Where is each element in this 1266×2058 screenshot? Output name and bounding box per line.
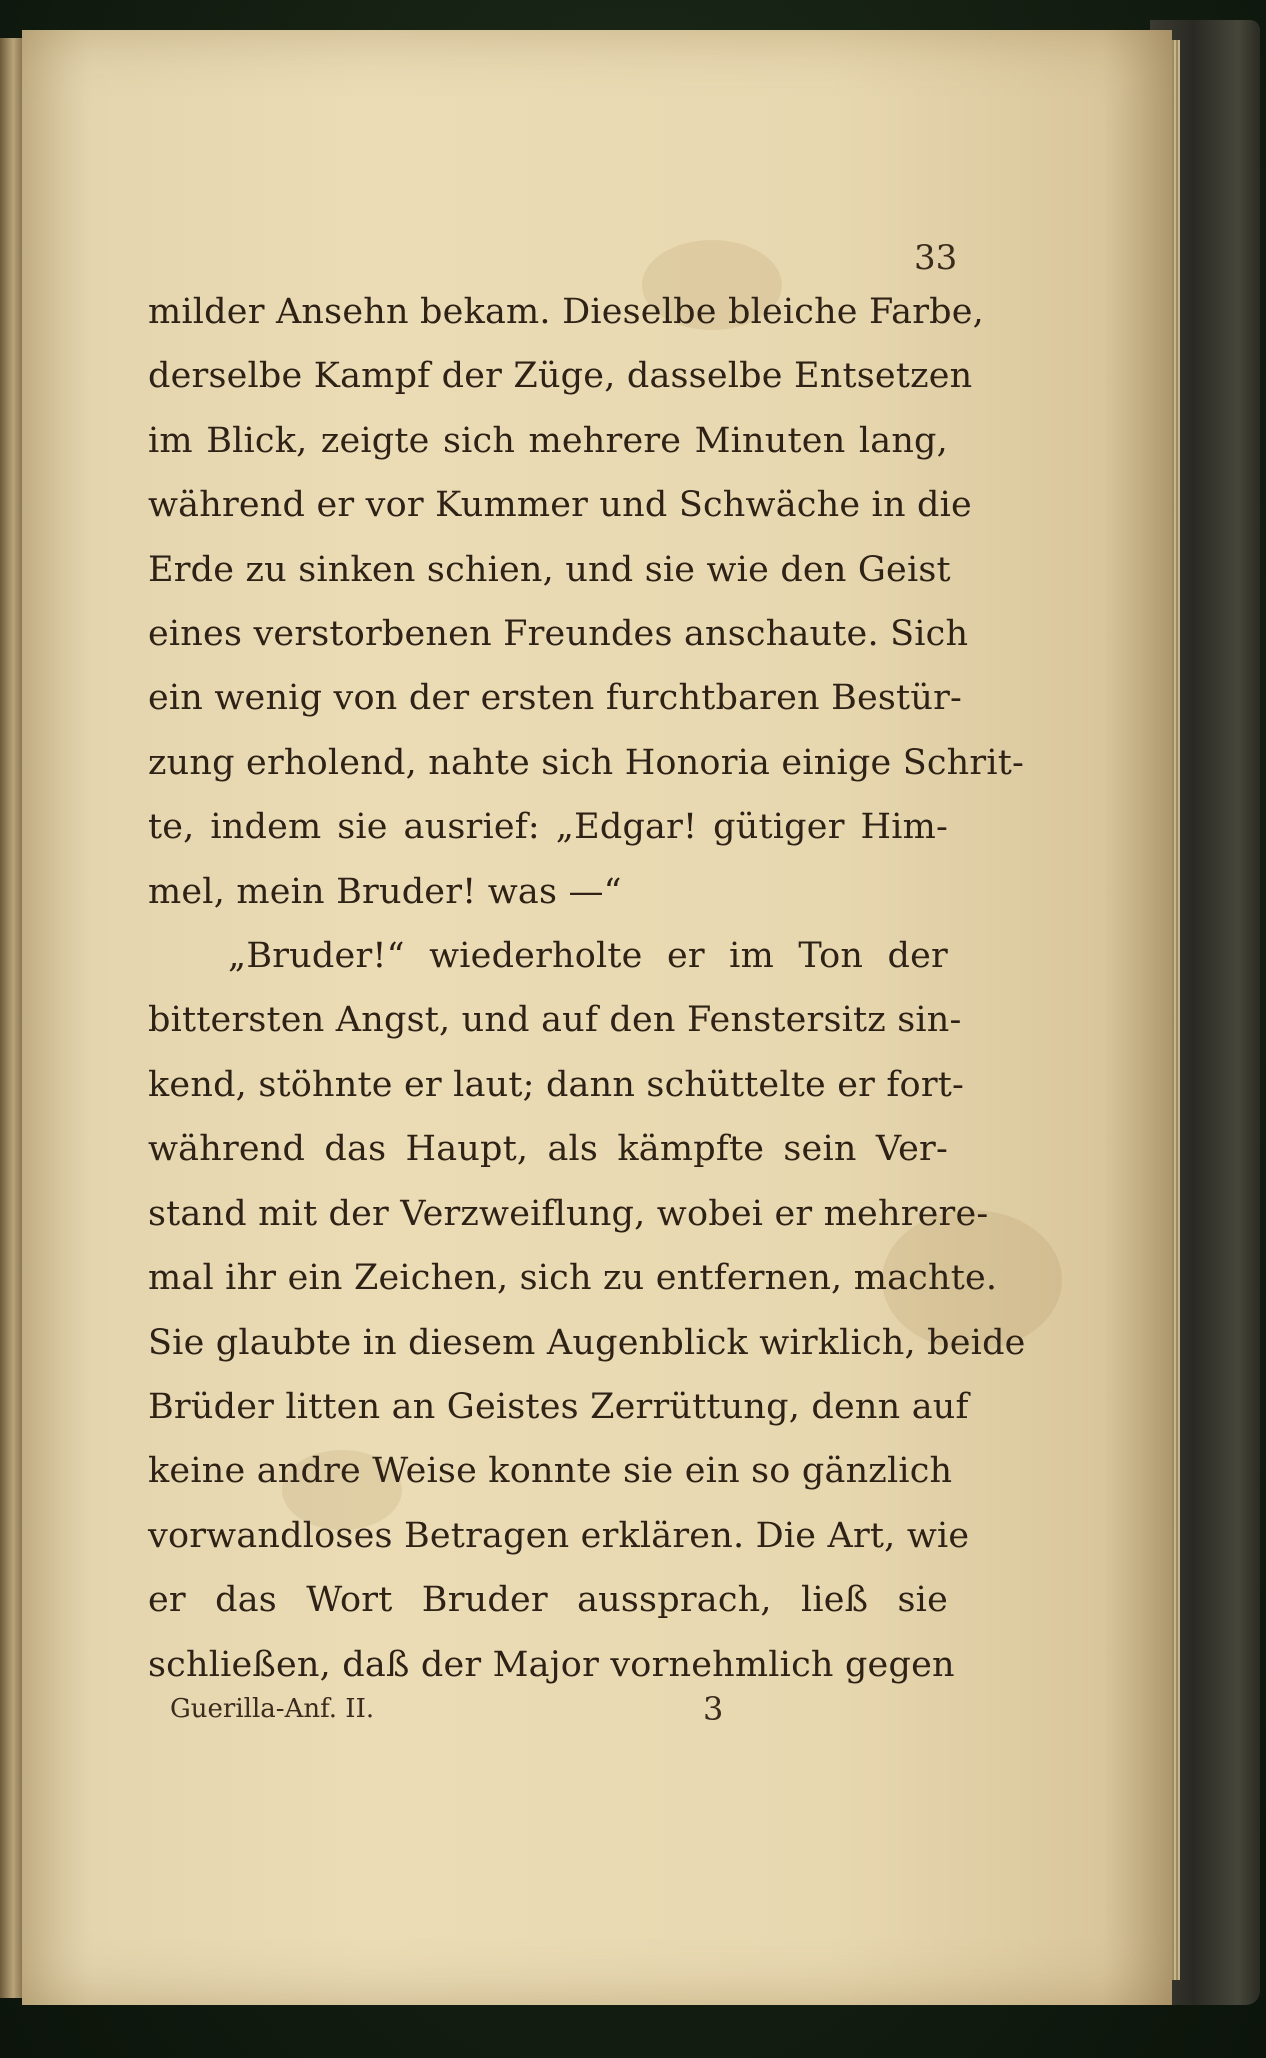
text-line: während er vor Kummer und Schwäche in die bbox=[148, 485, 972, 526]
text-line: kend, stöhnte er laut; dann schüttelte er fort- bbox=[148, 1064, 965, 1105]
text-line: er das Wort Bruder aussprach, ließ sie bbox=[148, 1580, 948, 1621]
left-page-edge bbox=[0, 38, 22, 1998]
text-line: schließen, daß der Major vornehmlich gegen bbox=[148, 1644, 955, 1685]
text-line: Erde zu sinken schien, und sie wie den Geist bbox=[148, 549, 951, 590]
page-number: 33 bbox=[914, 238, 958, 278]
signature-mark: Guerilla-Anf. II. bbox=[170, 1694, 375, 1724]
text-line: eines verstorbenen Freundes anschaute. Sich bbox=[148, 614, 969, 655]
text-line: im Blick, zeigte sich mehrere Minuten lang, bbox=[148, 420, 948, 461]
text-line: stand mit der Verzweiflung, wobei er mehrere- bbox=[148, 1193, 989, 1234]
text-line: während das Haupt, als kämpfte sein Ver- bbox=[148, 1129, 948, 1170]
text-line: „Bruder!“ wiederholte er im Ton der bbox=[228, 936, 948, 977]
text-line: ein wenig von der ersten furchtbaren Bestür- bbox=[148, 678, 963, 719]
body-text bbox=[148, 280, 1026, 1697]
text-line: keine andre Weise konnte sie ein so gänzlich bbox=[148, 1451, 953, 1492]
text-line: vorwandloses Betragen erklären. Die Art, wie bbox=[148, 1515, 970, 1556]
text-line: derselbe Kampf der Züge, dasselbe Entsetzen bbox=[148, 356, 973, 397]
text-line: bittersten Angst, und auf den Fenstersitz sin- bbox=[148, 1000, 962, 1041]
text-line: mel, mein Bruder! was —“ bbox=[148, 871, 622, 912]
sheet-number: 3 bbox=[703, 1690, 724, 1728]
text-line: milder Ansehn bekam. Dieselbe bleiche Farbe, bbox=[148, 292, 984, 332]
text-line: zung erholend, nahte sich Honoria einige Schrit- bbox=[148, 742, 1025, 783]
text-line: mal ihr ein Zeichen, sich zu entfernen, machte. bbox=[148, 1258, 998, 1299]
text-line: Brüder litten an Geistes Zerrüttung, denn auf bbox=[148, 1386, 969, 1427]
text-line: te, indem sie ausrief: „Edgar! gütiger Him- bbox=[148, 807, 948, 848]
text-line: Sie glaubte in diesem Augenblick wirklich, beide bbox=[148, 1322, 1026, 1363]
